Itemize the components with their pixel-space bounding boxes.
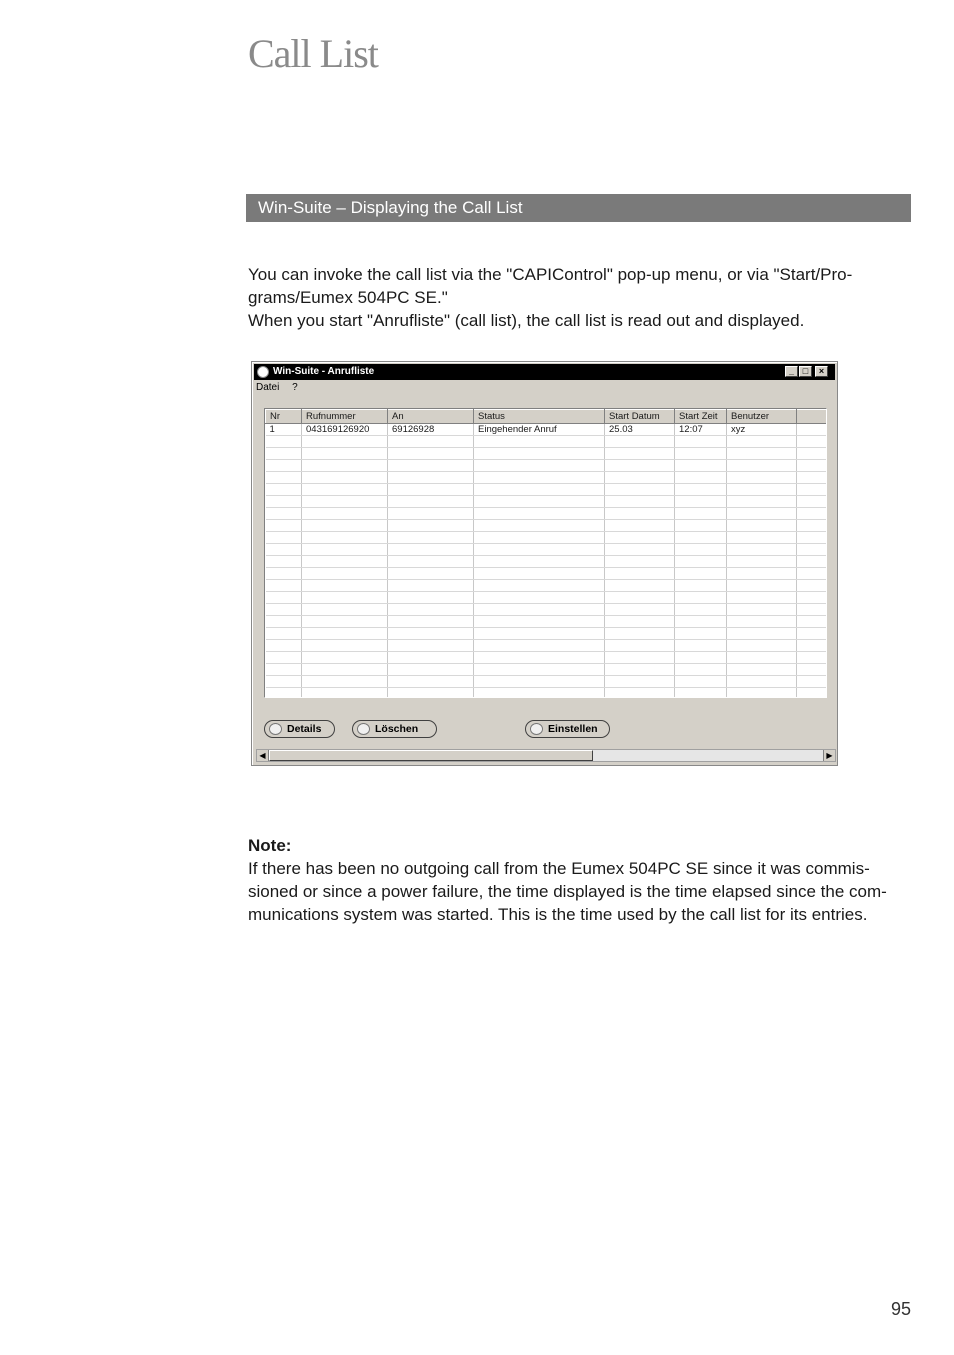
menu-bar — [256, 382, 308, 396]
empty-cell — [727, 664, 797, 676]
empty-cell — [605, 676, 675, 688]
empty-cell — [797, 436, 827, 448]
empty-cell — [302, 532, 388, 544]
empty-cell — [388, 604, 474, 616]
column-header-benutzer[interactable]: Benutzer — [727, 410, 797, 424]
button-bullet-icon — [530, 723, 543, 735]
column-header-nr[interactable]: Nr — [266, 410, 302, 424]
empty-cell — [797, 532, 827, 544]
empty-cell — [266, 688, 302, 699]
empty-cell — [388, 496, 474, 508]
empty-cell — [266, 520, 302, 532]
call-list-window — [251, 361, 838, 766]
table-row[interactable] — [266, 424, 827, 436]
empty-cell — [675, 688, 727, 699]
empty-cell — [727, 520, 797, 532]
empty-row — [266, 520, 827, 532]
empty-row — [266, 436, 827, 448]
empty-cell — [605, 436, 675, 448]
cell-start-datum: 25.03 — [605, 424, 675, 436]
empty-cell — [675, 460, 727, 472]
empty-cell — [605, 568, 675, 580]
empty-cell — [727, 532, 797, 544]
empty-cell — [474, 472, 605, 484]
window-titlebar[interactable] — [254, 364, 835, 380]
empty-cell — [302, 664, 388, 676]
delete-button-label: Löschen — [375, 723, 419, 735]
empty-cell — [266, 628, 302, 640]
empty-cell — [388, 640, 474, 652]
column-header-start-datum[interactable]: Start Datum — [605, 410, 675, 424]
scroll-thumb[interactable] — [269, 750, 593, 761]
empty-cell — [675, 616, 727, 628]
cell-nr: 1 — [266, 424, 302, 436]
empty-cell — [302, 508, 388, 520]
empty-cell — [605, 508, 675, 520]
empty-cell — [605, 580, 675, 592]
button-bullet-icon — [269, 723, 282, 735]
scroll-left-icon[interactable]: ◀ — [257, 750, 269, 761]
empty-cell — [675, 676, 727, 688]
empty-cell — [302, 580, 388, 592]
empty-cell — [675, 496, 727, 508]
empty-row — [266, 484, 827, 496]
intro-line: grams/Eumex 504PC SE." — [248, 288, 448, 307]
empty-cell — [727, 640, 797, 652]
empty-cell — [302, 592, 388, 604]
empty-cell — [388, 580, 474, 592]
cell-an: 69126928 — [388, 424, 474, 436]
empty-cell — [727, 688, 797, 699]
empty-cell — [605, 532, 675, 544]
empty-cell — [675, 628, 727, 640]
note-block — [248, 834, 908, 926]
empty-cell — [675, 520, 727, 532]
empty-cell — [266, 472, 302, 484]
empty-cell — [797, 496, 827, 508]
empty-cell — [388, 484, 474, 496]
empty-cell — [727, 616, 797, 628]
empty-cell — [727, 676, 797, 688]
empty-cell — [266, 508, 302, 520]
close-icon[interactable]: × — [815, 366, 828, 377]
empty-cell — [675, 544, 727, 556]
empty-cell — [266, 544, 302, 556]
empty-cell — [797, 616, 827, 628]
empty-cell — [266, 652, 302, 664]
cell-benutzer: xyz — [727, 424, 797, 436]
empty-cell — [605, 604, 675, 616]
empty-cell — [302, 472, 388, 484]
cell-start-zeit: 12:07 — [675, 424, 727, 436]
empty-cell — [388, 676, 474, 688]
page-number: 95 — [890, 1299, 911, 1319]
note-line: munications system was started. This is the time used by the call list for its entries. — [248, 905, 868, 924]
empty-cell — [727, 448, 797, 460]
empty-row — [266, 640, 827, 652]
empty-cell — [474, 604, 605, 616]
empty-cell — [302, 640, 388, 652]
empty-cell — [266, 448, 302, 460]
empty-cell — [797, 664, 827, 676]
empty-cell — [474, 652, 605, 664]
empty-cell — [302, 676, 388, 688]
empty-cell — [605, 448, 675, 460]
empty-cell — [605, 484, 675, 496]
empty-cell — [797, 520, 827, 532]
empty-cell — [388, 436, 474, 448]
empty-cell — [302, 520, 388, 532]
empty-cell — [474, 616, 605, 628]
empty-cell — [605, 592, 675, 604]
empty-cell — [388, 460, 474, 472]
empty-cell — [797, 568, 827, 580]
empty-cell — [797, 676, 827, 688]
empty-cell — [727, 496, 797, 508]
delete-button[interactable] — [352, 720, 437, 738]
maximize-icon[interactable]: □ — [799, 366, 812, 377]
empty-cell — [266, 580, 302, 592]
empty-cell — [797, 544, 827, 556]
empty-cell — [474, 640, 605, 652]
empty-cell — [797, 628, 827, 640]
button-bullet-icon — [357, 723, 370, 735]
page-title: Call List — [248, 31, 378, 76]
empty-cell — [474, 496, 605, 508]
empty-cell — [302, 688, 388, 699]
empty-cell — [474, 436, 605, 448]
empty-cell — [266, 496, 302, 508]
intro-line: You can invoke the call list via the "CAPIControl" pop-up menu, or via "Start/Pro- — [248, 265, 853, 284]
horizontal-scrollbar[interactable] — [256, 749, 836, 762]
empty-cell — [266, 484, 302, 496]
empty-row — [266, 604, 827, 616]
empty-cell — [474, 556, 605, 568]
empty-cell — [605, 628, 675, 640]
empty-cell — [605, 556, 675, 568]
empty-cell — [797, 508, 827, 520]
empty-row — [266, 508, 827, 520]
empty-cell — [266, 568, 302, 580]
empty-row — [266, 556, 827, 568]
empty-cell — [605, 652, 675, 664]
empty-cell — [388, 616, 474, 628]
empty-cell — [266, 592, 302, 604]
empty-cell — [797, 556, 827, 568]
empty-cell — [266, 664, 302, 676]
empty-cell — [727, 628, 797, 640]
empty-cell — [727, 436, 797, 448]
empty-cell — [266, 616, 302, 628]
empty-row — [266, 676, 827, 688]
empty-cell — [675, 640, 727, 652]
empty-cell — [388, 592, 474, 604]
empty-cell — [675, 580, 727, 592]
empty-cell — [302, 460, 388, 472]
details-button[interactable] — [264, 720, 335, 738]
app-icon — [257, 366, 269, 378]
empty-cell — [388, 508, 474, 520]
empty-cell — [266, 436, 302, 448]
empty-cell — [605, 520, 675, 532]
empty-cell — [605, 616, 675, 628]
empty-row — [266, 592, 827, 604]
empty-row — [266, 580, 827, 592]
empty-cell — [266, 676, 302, 688]
empty-cell — [388, 520, 474, 532]
empty-cell — [388, 532, 474, 544]
settings-button[interactable] — [525, 720, 610, 738]
empty-cell — [675, 532, 727, 544]
empty-row — [266, 544, 827, 556]
empty-cell — [474, 460, 605, 472]
empty-cell — [302, 484, 388, 496]
empty-cell — [302, 652, 388, 664]
table-header — [266, 410, 827, 424]
empty-cell — [797, 580, 827, 592]
empty-row — [266, 688, 827, 699]
empty-row — [266, 496, 827, 508]
empty-cell — [474, 568, 605, 580]
empty-cell — [474, 520, 605, 532]
empty-cell — [675, 604, 727, 616]
empty-cell — [727, 544, 797, 556]
empty-cell — [474, 484, 605, 496]
empty-cell — [675, 568, 727, 580]
column-header-an[interactable]: An — [388, 410, 474, 424]
empty-cell — [675, 472, 727, 484]
scroll-right-icon[interactable]: ▶ — [823, 750, 835, 761]
menu-help[interactable]: ? — [292, 382, 298, 393]
empty-cell — [727, 592, 797, 604]
empty-cell — [474, 676, 605, 688]
note-heading: Note: — [248, 836, 292, 855]
empty-cell — [675, 556, 727, 568]
empty-cell — [727, 460, 797, 472]
empty-cell — [388, 628, 474, 640]
empty-cell — [797, 484, 827, 496]
empty-cell — [797, 472, 827, 484]
empty-cell — [675, 508, 727, 520]
empty-cell — [605, 688, 675, 699]
empty-cell — [302, 568, 388, 580]
cell-rufnummer: 043169126920 — [302, 424, 388, 436]
empty-cell — [302, 616, 388, 628]
note-line: If there has been no outgoing call from the Eumex 504PC SE since it was commis- — [248, 859, 870, 878]
minimize-icon[interactable]: _ — [785, 366, 798, 377]
empty-cell — [675, 436, 727, 448]
empty-cell — [266, 604, 302, 616]
empty-cell — [388, 664, 474, 676]
menu-datei[interactable]: Datei — [256, 382, 280, 393]
empty-cell — [605, 460, 675, 472]
column-header-start-zeit[interactable]: Start Zeit — [675, 410, 727, 424]
empty-row — [266, 448, 827, 460]
empty-cell — [605, 496, 675, 508]
empty-cell — [675, 484, 727, 496]
empty-cell — [675, 652, 727, 664]
section-heading: Win-Suite – Displaying the Call List — [246, 194, 911, 222]
empty-cell — [302, 544, 388, 556]
call-list-table[interactable] — [264, 408, 827, 698]
empty-cell — [727, 472, 797, 484]
empty-row — [266, 628, 827, 640]
empty-cell — [388, 652, 474, 664]
empty-cell — [675, 592, 727, 604]
empty-cell — [797, 592, 827, 604]
column-header-empty — [797, 410, 827, 424]
empty-cell — [266, 460, 302, 472]
empty-cell — [797, 604, 827, 616]
empty-cell — [675, 664, 727, 676]
empty-cell — [474, 628, 605, 640]
empty-cell — [302, 448, 388, 460]
intro-text — [248, 263, 888, 332]
empty-cell — [266, 640, 302, 652]
empty-cell — [302, 496, 388, 508]
empty-cell — [474, 592, 605, 604]
empty-cell — [474, 532, 605, 544]
intro-line: When you start "Anrufliste" (call list), the call list is read out and displayed. — [248, 311, 805, 330]
empty-cell — [727, 484, 797, 496]
empty-cell — [266, 556, 302, 568]
empty-cell — [302, 628, 388, 640]
empty-cell — [474, 664, 605, 676]
settings-button-label: Einstellen — [548, 723, 598, 735]
empty-cell — [605, 664, 675, 676]
window-title: Win-Suite - Anrufliste — [273, 366, 375, 377]
empty-cell — [302, 604, 388, 616]
empty-cell — [605, 472, 675, 484]
empty-cell — [474, 508, 605, 520]
empty-cell — [675, 448, 727, 460]
empty-cell — [302, 556, 388, 568]
empty-cell — [388, 544, 474, 556]
empty-cell — [797, 460, 827, 472]
empty-row — [266, 460, 827, 472]
empty-cell — [727, 580, 797, 592]
empty-cell — [388, 448, 474, 460]
cell-empty — [797, 424, 827, 436]
column-header-rufnummer[interactable]: Rufnummer — [302, 410, 388, 424]
empty-cell — [797, 640, 827, 652]
empty-row — [266, 652, 827, 664]
empty-cell — [605, 640, 675, 652]
empty-cell — [302, 436, 388, 448]
note-line: sioned or since a power failure, the time displayed is the time elapsed since the com- — [248, 882, 887, 901]
empty-cell — [474, 544, 605, 556]
empty-row — [266, 568, 827, 580]
empty-cell — [797, 688, 827, 699]
empty-row — [266, 616, 827, 628]
empty-cell — [474, 688, 605, 699]
empty-cell — [727, 568, 797, 580]
empty-cell — [388, 556, 474, 568]
empty-cell — [388, 688, 474, 699]
empty-cell — [727, 652, 797, 664]
empty-cell — [727, 556, 797, 568]
column-header-status[interactable]: Status — [474, 410, 605, 424]
empty-cell — [605, 544, 675, 556]
empty-cell — [727, 508, 797, 520]
cell-status: Eingehender Anruf — [474, 424, 605, 436]
empty-cell — [266, 532, 302, 544]
empty-cell — [797, 448, 827, 460]
empty-cell — [727, 604, 797, 616]
empty-row — [266, 532, 827, 544]
empty-row — [266, 664, 827, 676]
empty-cell — [797, 652, 827, 664]
empty-cell — [474, 580, 605, 592]
empty-cell — [388, 568, 474, 580]
details-button-label: Details — [287, 723, 322, 735]
empty-cell — [388, 472, 474, 484]
empty-cell — [474, 448, 605, 460]
empty-row — [266, 472, 827, 484]
